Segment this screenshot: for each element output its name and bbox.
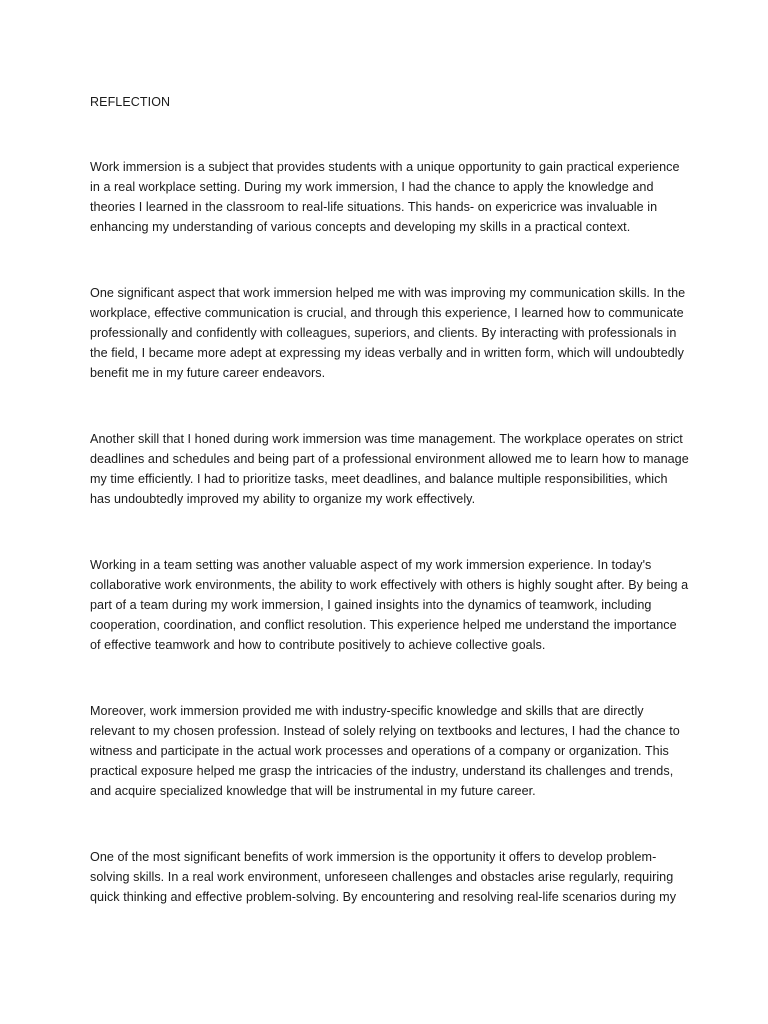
paragraph-time-management: Another skill that I honed during work immersion was time management. The workplace operates on strict deadlines and schedules and being part of a professional environment allowed me to learn how to manage my time efficiently. I had to prioritize tasks, meet deadlines, and balance multiple responsibilities, which has undoubtedly improved my ability to organize my work effectively. (90, 432, 689, 506)
paragraph-intro: Work immersion is a subject that provides students with a unique opportunity to gain practical experience in a real workplace setting. During my work immersion, I had the chance to apply the knowledge and theories I learned in the classroom to real-life situations. This hands- on expericrice was invaluable in enhancing my understanding of various concepts and developing my skills in a practical context. (90, 160, 680, 234)
paragraph-problem-solving: One of the most significant benefits of work immersion is the opportunity it offers to develop problem-solving skills. In a real work environment, unforeseen challenges and obstacles arise regularly, requiring quick thinking and effective problem-solving. By encountering and resolving real-life scenarios during my (90, 850, 677, 904)
paragraph-teamwork: Working in a team setting was another valuable aspect of my work immersion experience. In today's collaborative work environments, the ability to work effectively with others is highly sought after. By being a part of a team during my work immersion, I gained insights into the dynamics of teamwork, including cooperation, coordination, and conflict resolution. This experience helped me understand the importance of effective teamwork and how to contribute positively to achieve collective goals. (90, 558, 689, 652)
document-body (90, 93, 690, 953)
paragraph-communication: One significant aspect that work immersion helped me with was improving my communication skills. In the workplace, effective communication is crucial, and through this experience, I learned how to communicate professionally and confidently with colleagues, superiors, and clients. By interacting with professionals in the field, I became more adept at expressing my ideas verbally and in written form, which will undoubtedly benefit me in my future career endeavors. (90, 286, 686, 380)
document-title: REFLECTION (90, 95, 171, 109)
paragraph-industry-knowledge: Moreover, work immersion provided me with industry-specific knowledge and skills that are directly relevant to my chosen profession. Instead of solely relying on textbooks and lectures, I had the chance to witness and participate in the actual work processes and operations of a company or organization. This practical exposure helped me grasp the intricacies of the industry, understand its challenges and trends, and acquire specialized knowledge that will be instrumental in my future career. (90, 704, 680, 798)
